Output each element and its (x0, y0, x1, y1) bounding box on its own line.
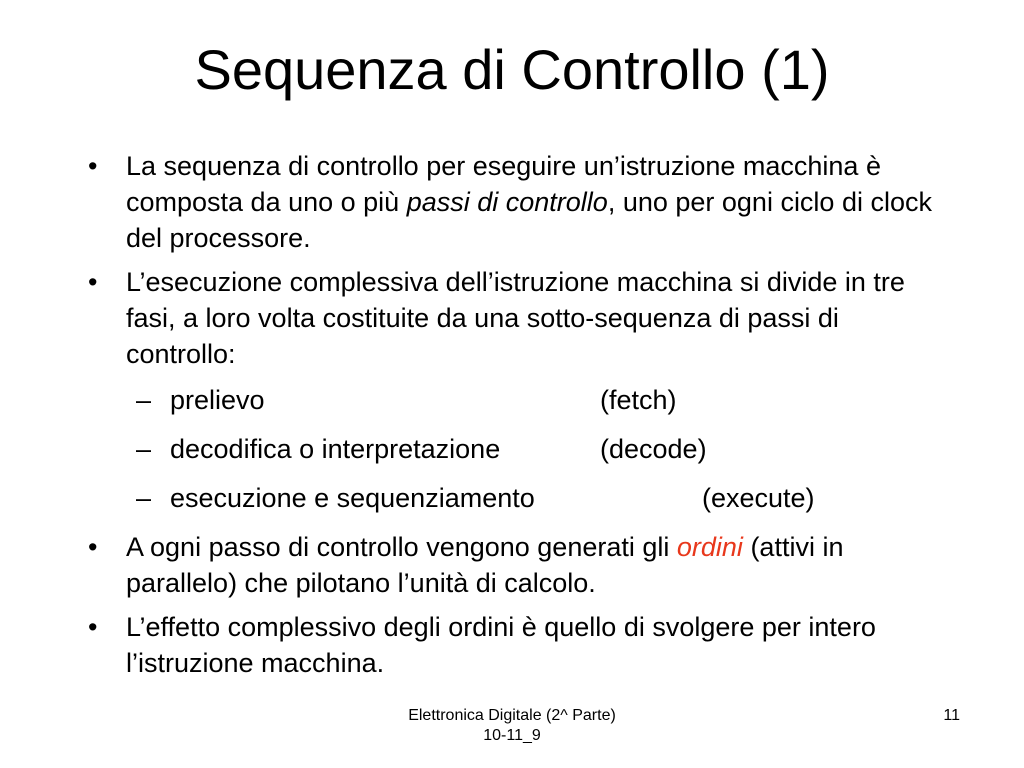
sub-item-english: (fetch) (600, 385, 677, 415)
bullet-emphasis-red: ordini (676, 532, 743, 562)
bullet-item (84, 529, 944, 601)
bullet-emphasis: passi di controllo (406, 187, 608, 217)
slide-content (84, 148, 944, 689)
bullet-item (84, 148, 944, 256)
bullet-item (84, 609, 944, 681)
slide-footer (312, 706, 712, 746)
bullet-text: L’effetto complessivo degli ordini è quello di svolgere per intero l’istruzione macchina. (126, 612, 876, 678)
sub-item (84, 431, 944, 467)
bullet-text: La sequenza di controllo per eseguire un’istruzione macchina è composta da uno o più (126, 151, 881, 217)
sub-item-label: esecuzione e sequenziamento (170, 483, 535, 513)
bullet-item (84, 264, 944, 372)
bullet-text: , uno per ogni ciclo di clock del processore. (126, 187, 932, 253)
bullet-text: L’esecuzione complessiva dell’istruzione macchina si divide in tre fasi, a loro volta costituite da una sotto-sequenza di passi di controllo: (126, 267, 905, 369)
bullet-icon: • (88, 151, 98, 181)
sub-list (84, 382, 944, 516)
dash-icon: – (136, 483, 152, 513)
sub-item-english: (execute) (702, 483, 815, 513)
bullet-icon: • (88, 612, 98, 642)
sub-item (84, 480, 944, 516)
bullet-icon: • (88, 267, 98, 297)
bullet-text: (attivi in parallelo) che pilotano l’unità di calcolo. (126, 532, 844, 598)
sub-item-label: decodifica o interpretazione (170, 434, 501, 464)
footer-course: Elettronica Digitale (2^ Parte) (408, 707, 616, 724)
sub-item (84, 382, 944, 418)
page-number: 11 (943, 707, 960, 724)
slide-title: Sequenza di Controllo (1) (194, 38, 830, 101)
footer-code: 10-11_9 (483, 727, 541, 744)
bullet-icon: • (88, 532, 98, 562)
sub-item-english: (decode) (600, 434, 707, 464)
dash-icon: – (136, 385, 152, 415)
dash-icon: – (136, 434, 152, 464)
bullet-text: A ogni passo di controllo vengono generati gli (126, 532, 677, 562)
sub-item-label: prelievo (170, 385, 265, 415)
